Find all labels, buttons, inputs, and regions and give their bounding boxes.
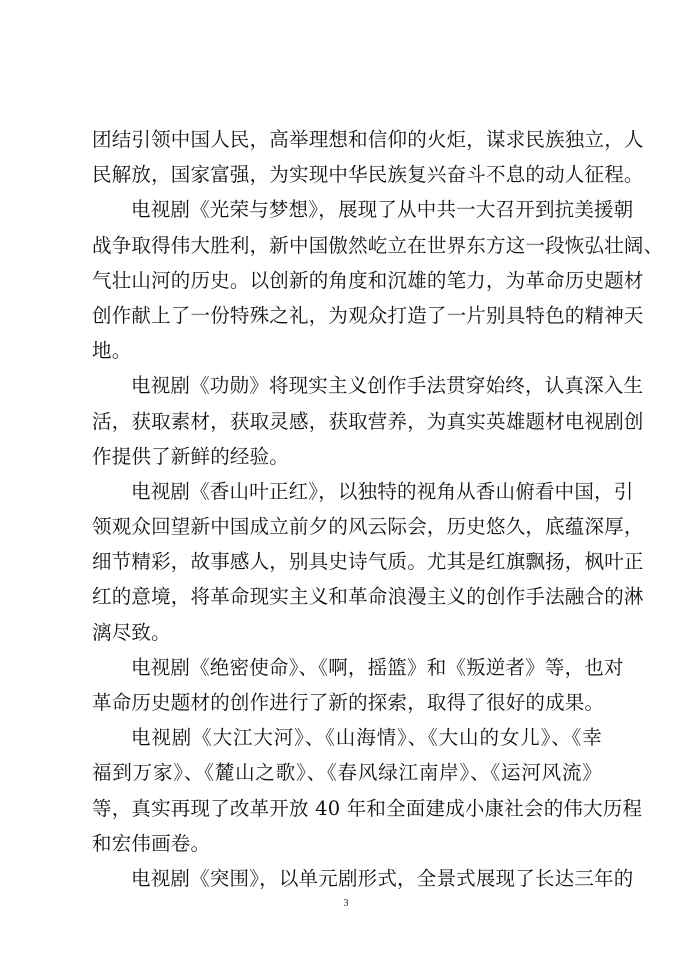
text-line: 领观众回望新中国成立前夕的风云际会，历史悠久，底蕴深厚，: [92, 515, 644, 539]
text-line: 战争取得伟大胜利，新中国傲然屹立在世界东方这一段恢弘壮阔、: [92, 233, 664, 257]
text-line: 创作献上了一份特殊之礼，为观众打造了一片别具特色的精神天: [92, 303, 644, 327]
text-line: 地。: [92, 339, 132, 363]
text-line: 团结引领中国人民，高举理想和信仰的火炬，谋求民族独立，人: [92, 128, 644, 151]
text-line: 漓尽致。: [92, 620, 171, 644]
text-line: 电视剧《香山叶正红》，以独特的视角从香山俯看中国，引: [131, 479, 634, 503]
text-line: 红的意境，将革命现实主义和革命浪漫主义的创作手法融合的淋: [92, 585, 644, 609]
text-line: 电视剧《光荣与梦想》，展现了从中共一大召开到抗美援朝: [131, 198, 634, 222]
text-line: 细节精彩，故事感人，别具史诗气质。尤其是红旗飘扬，枫叶正: [92, 550, 644, 574]
text-line: 电视剧《功勋》将现实主义创作手法贯穿始终，认真深入生: [131, 374, 644, 398]
text-line: 电视剧《突围》，以单元剧形式，全景式展现了长达三年的: [131, 866, 634, 890]
text-line: 作提供了新鲜的经验。: [92, 444, 290, 468]
body-text: [92, 122, 664, 896]
text-line: 民解放，国家富强，为实现中华民族复兴奋斗不息的动人征程。: [92, 163, 644, 187]
text-line: 电视剧《大江大河》、《山海情》、《大山的女儿》、《幸: [131, 726, 602, 750]
text-line: 等，真实再现了改革开放 40 年和全面建成小康社会的伟大历程: [92, 796, 643, 820]
text-line: 电视剧《绝密使命》、《啊，摇篮》和《叛逆者》等，也对: [131, 655, 624, 679]
text-line: 气壮山河的历史。以创新的角度和沉雄的笔力，为革命历史题材: [92, 268, 644, 292]
text-line: 活，获取素材，获取灵感，获取营养，为真实英雄题材电视剧创: [92, 409, 644, 433]
text-line: 革命历史题材的创作进行了新的探索，取得了很好的成果。: [92, 691, 605, 714]
page-number: 3: [343, 898, 349, 909]
text-line: 和宏伟画卷。: [92, 831, 211, 855]
text-line: 福到万家》、《麓山之歌》、《春风绿江南岸》、《运河风流》: [92, 761, 602, 785]
